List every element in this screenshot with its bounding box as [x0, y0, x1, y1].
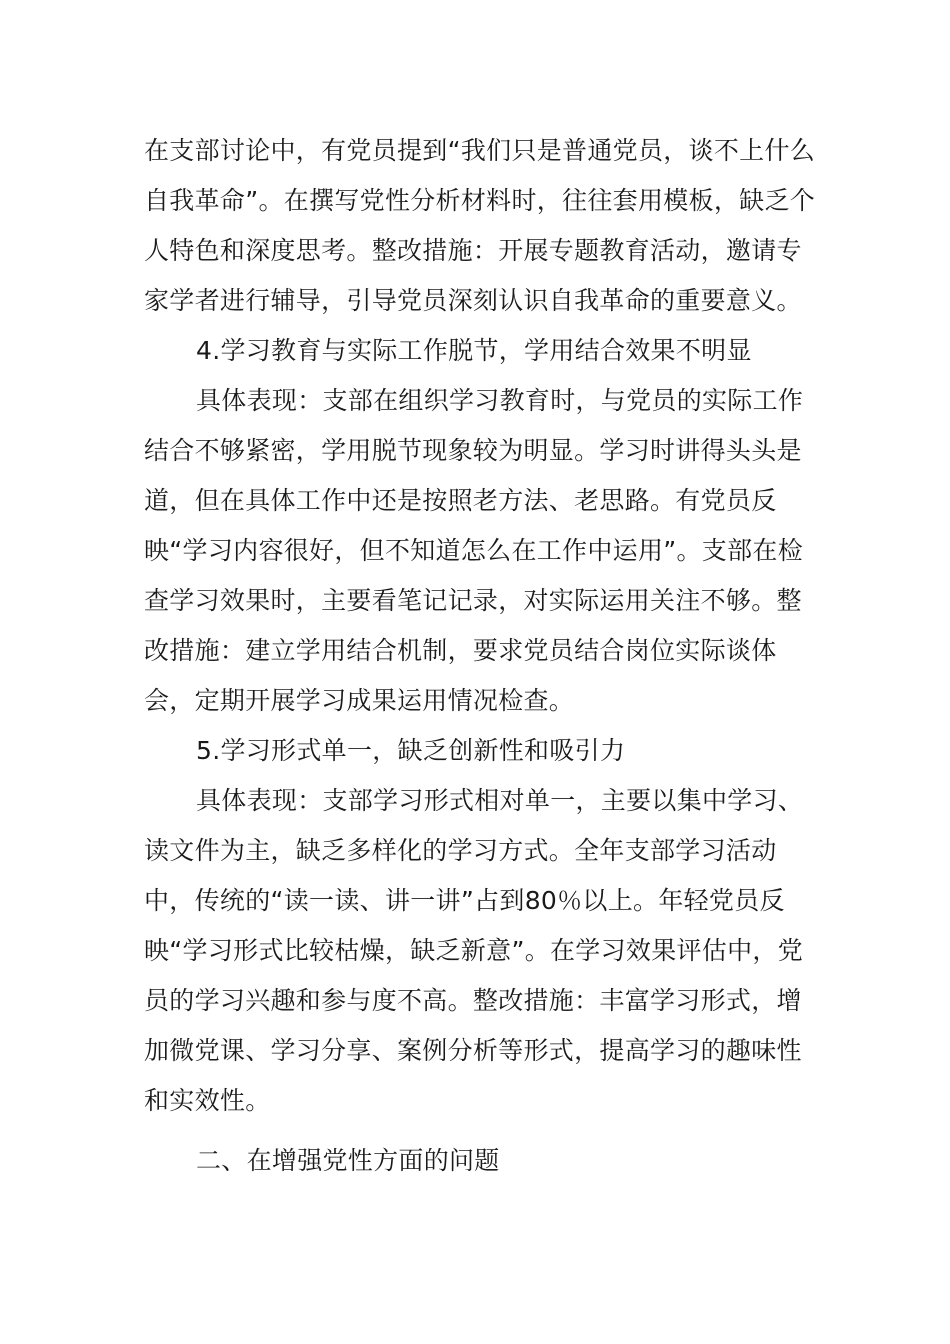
heading-item-4: 4.学习教育与实际工作脱节，学用结合效果不明显 [196, 336, 752, 365]
section-heading-2: 二、在增强党性方面的问题 [196, 1146, 500, 1175]
paragraph-item-5-details: 具体表现：支部学习形式相对单一，主要以集中学习、读文件为主，缺乏多样化的学习方式。全年支部学习活动中，传统的“读一读、讲一讲”占到80％以上。年轻党员反映“学习形式比较枯燥，缺乏新意”。在学习效果评估中，党员的学习兴趣和参与度不高。整改措施：丰富学习形式，增加微党课、学习分享、案例分析等形式，提高学习的趣味性和实效性。 [144, 786, 804, 1115]
paragraph-continued-discussion: 在支部讨论中，有党员提到“我们只是普通党员，谈不上什么自我革命”。在撰写党性分析材料时，往往套用模板，缺乏个人特色和深度思考。整改措施：开展专题教育活动，邀请专家学者进行辅导，引导党员深刻认识自我革命的重要意义。 [144, 136, 816, 315]
paragraph-item-4-details: 具体表现：支部在组织学习教育时，与党员的实际工作结合不够紧密，学用脱节现象较为明显。学习时讲得头头是道，但在具体工作中还是按照老方法、老思路。有党员反映“学习内容很好，但不知道怎么在工作中运用”。支部在检查学习效果时，主要看笔记记录，对实际运用关注不够。整改措施：建立学用结合机制，要求党员结合岗位实际谈体会，定期开展学习成果运用情况检查。 [144, 386, 804, 715]
document-body [144, 126, 820, 1186]
heading-item-5: 5.学习形式单一，缺乏创新性和吸引力 [196, 736, 626, 765]
